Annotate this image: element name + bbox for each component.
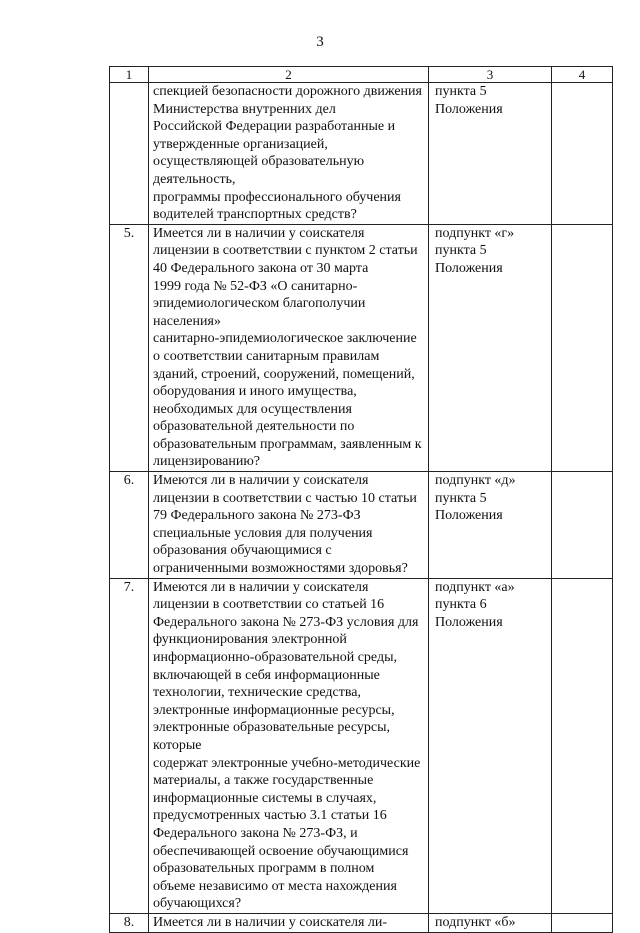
- reference-text: подпункт «г» пункта 5 Положения: [429, 224, 552, 471]
- reference-text: подпункт «а» пункта 6 Положения: [429, 578, 552, 913]
- question-text: Имеется ли в наличии у соискателя лицензии в соответствии с пунктом 2 статьи 40 Федерального закона от 30 марта 1999 года № 52-ФЗ «О санитарно-эпидемиологическом благополучии населения» санитарно-эпидемиологическое заключение о соответствии санитарным правилам зданий, строений, сооружений, помещений, оборудования и иного имущества, необходимых для осуществления образовательной деятельности по образовательным программам, заявленным к лицензированию?: [149, 224, 429, 471]
- reference-text: пункта 5 Положения: [429, 83, 552, 225]
- table-row: [110, 83, 613, 225]
- question-text: Имеются ли в наличии у соискателя лицензии в соответствии с частью 10 статьи 79 Федерального закона № 273-ФЗ специальные условия для получения образования обучающимися с ограниченными возможностями здоровья?: [149, 472, 429, 579]
- question-text: Имеются ли в наличии у соискателя лицензии в соответствии со статьей 16 Федерального закона № 273-ФЗ условия для функционирования электронной информационно-образовательной среды, включающей в себя информационные технологии, технические средства, электронные информационные ресурсы, электронные образовательные ресурсы, которые содержат электронные учебно-методические материалы, а также государственные информационные системы в случаях, предусмотренных частью 3.1 статьи 16 Федерального закона № 273-ФЗ, и обеспечивающей освоение обучающимися образовательных программ в полном объеме независимо от места нахождения обучающихся?: [149, 578, 429, 913]
- row-number: 8.: [110, 913, 149, 932]
- table-row: [110, 224, 613, 471]
- header-cell: 4: [552, 67, 613, 83]
- table-row: [110, 472, 613, 579]
- notes-cell: [552, 578, 613, 913]
- row-number: 7.: [110, 578, 149, 913]
- notes-cell: [552, 83, 613, 225]
- table-row: [110, 578, 613, 913]
- reference-text: подпункт «д» пункта 5 Положения: [429, 472, 552, 579]
- question-text: Имеется ли в наличии у соискателя ли-: [149, 913, 429, 932]
- header-cell: 1: [110, 67, 149, 83]
- question-text: спекцией безопасности дорожного движения Министерства внутренних дел Российской Федерации разработанные и утвержденные организацией, осуществляющей образовательную деятельность, программы профессионального обучения водителей транспортных средств?: [149, 83, 429, 225]
- notes-cell: [552, 472, 613, 579]
- header-cell: 2: [149, 67, 429, 83]
- row-number: [110, 83, 149, 225]
- page-number: 3: [316, 34, 324, 50]
- table-row: [110, 913, 613, 932]
- notes-cell: [552, 224, 613, 471]
- reference-text: подпункт «б»: [429, 913, 552, 932]
- header-cell: 3: [429, 67, 552, 83]
- checklist-table: [109, 66, 613, 933]
- table-header-row: [110, 67, 613, 83]
- row-number: 6.: [110, 472, 149, 579]
- row-number: 5.: [110, 224, 149, 471]
- notes-cell: [552, 913, 613, 932]
